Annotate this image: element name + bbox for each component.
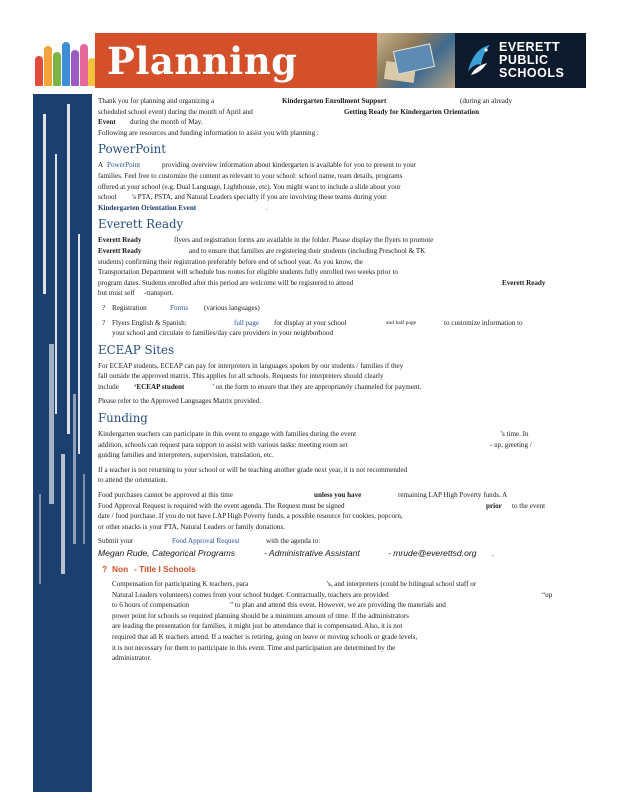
intro-line-1: Thank you for planning and organizing a Kindergarten Enrollment Support (during an already [98,97,512,105]
non-title-line-8: administrator. [112,654,152,663]
eceap-line-4: Please refer to the Approved Languages Matrix provided. [98,397,262,406]
funding-line-3: guiding families and interpreters, supervision, translation, etc. [98,451,274,460]
section-heading-powerpoint: PowerPoint [98,142,166,157]
section-heading-funding: Funding [98,411,148,426]
everett-ready-line-3: students) confirming their registration preferably before end of school year. As you know, the [98,257,363,266]
list-item-flyers: ? Flyers English & Spanish: full page for display at your school and half page to customize information to [102,318,523,327]
non-title-i-heading: ? Non - Title I Schools [102,564,196,574]
intro-line-4: Following are resources and funding information to assist you with planning : [98,128,319,137]
cards-photo [377,33,455,88]
section-heading-everett-ready: Everett Ready [98,217,184,232]
funding-line-2: addition, schools can request para support to assist with various tasks: meeting room set - up, greeting / [98,440,532,449]
title-banner [95,33,377,88]
funding-line-7: Food Approval Request is required with the event agenda. The Request must be signed prior to the event [98,501,546,510]
eagle-logo-icon [465,41,493,81]
half-page-link[interactable]: and half page [386,319,417,326]
list-item-registration: ? Registration Forms (various languages) [102,303,260,312]
non-title-line-7: it is not necessary for them to participate in this event. Time and participation are determined by the [112,643,396,652]
page-header [33,33,586,88]
eceap-line-2: fall outside the approved matrix. This applies for all schools. Requests for interpreters should clearly [98,372,384,381]
funding-line-5: to attend the orientation. [98,476,168,485]
contact-email[interactable]: - mrude@everettsd.org [388,548,477,558]
non-title-line-5: are leading the presentation for families, it might just be attendance that is compensated. Also, it is not [112,622,403,631]
funding-line-6: Food purchases cannot be approved at this time unless you have remaining LAP High Poverty funds. A [98,491,508,500]
intro-line-3: Event during the month of May. [98,118,203,127]
funding-line-9: or other snacks is your PTA, Natural Leaders or family donations. [98,522,285,531]
powerpoint-line-4: school 's PTA, PSTA, and Natural Leaders specially if you are involving these teams during your [98,193,387,202]
section-heading-eceap: ECEAP Sites [98,342,175,357]
forms-link[interactable]: Forms [170,303,189,312]
full-page-link[interactable]: full page [234,318,260,327]
powerpoint-line-3: offered at your school (e.g. Dual Language, Lighthouse, etc). You might want to include a slide about your [98,182,401,191]
non-title-line-6: required that all K teachers attend. If a teacher is retiring, going on leave or moving schools or grade levels, [112,632,418,641]
funding-line-8: date / food purchase. If you do not have LAP High Poverty funds, a possible resource for cookies, popcorn, [98,512,403,521]
powerpoint-line-1: A PowerPoint providing overview information about kindergarten is available for you to present to your [98,161,416,170]
flyers-line-2: your school and circulate to families/day care providers in your neighborhood [112,329,334,338]
non-title-line-2: Natural Leaders volunteers) comes from your school budget. Contractually, teachers are provided “up [112,590,553,599]
eceap-line-3: include ‘ECEAP student ’ on the form to ensure that they are appropriately channeled for payment. [98,382,422,391]
intro-line-2: scheduled school event) during the month of April and Getting Ready for Kindergarten Orientation [98,107,480,116]
funding-line-1: Kindergarten teachers can participate in this event to engage with families during the event ’s time. In [98,430,529,439]
decorative-sidebar [33,94,92,792]
everett-ready-line-1: Everett Ready flyers and registration forms are available in the folder. Please display the flyers to promote [98,236,434,245]
non-title-line-3: to 6 hours of compensation ” to plan and attend this event. However, we are providing the materials and [112,601,446,610]
everett-ready-line-5: program dates. Students enrolled after this period are welcome will be registered to attend Everett Ready [98,278,546,287]
page-title: Planning [107,38,298,83]
food-approval-request-link[interactable]: Food Approval Request [172,537,240,546]
eceap-line-1: For ECEAP students, ECEAP can pay for interpreters in languages spoken by our students / families if they [98,361,404,370]
logo-line-1: EVERETT [499,40,561,54]
hands-illustration [33,33,95,88]
document-body [98,96,554,664]
powerpoint-line-2: families. Feel free to customize the content as relevant to your school: school name, team details, programs [98,171,403,180]
non-title-line-1: Compensation for participating K teachers, para ’s, and interpreters (could be bilingual school staff or [112,580,477,588]
funding-line-4: If a teacher is not returning to your school or will be teaching another grade next year, it is not recommended [98,465,408,474]
district-logo [455,33,586,88]
logo-line-3: SCHOOLS [499,66,565,80]
everett-ready-line-6: but must self -transport. [98,289,174,298]
powerpoint-link[interactable]: PowerPoint [107,161,141,170]
powerpoint-line-5: Kindergarten Orientation Event . [98,203,268,212]
everett-ready-line-2: Everett Ready and to ensure that families are registering their students (including Preschool & TK [98,246,426,255]
non-title-line-4: power point for schools so required planning should be a minimum amount of time. If the administrators [112,611,409,620]
everett-ready-line-4: Transportation Department will schedule bus routes for eligible students fully enrolled two weeks prior to [98,268,398,277]
funding-line-10: Submit your Food Approval Request with the agenda to: [98,537,321,546]
logo-line-2: PUBLIC [499,53,549,67]
contact-line: Megan Rude, Categorical Programs - Administrative Assistant - mrude@everettsd.org . [98,548,495,558]
